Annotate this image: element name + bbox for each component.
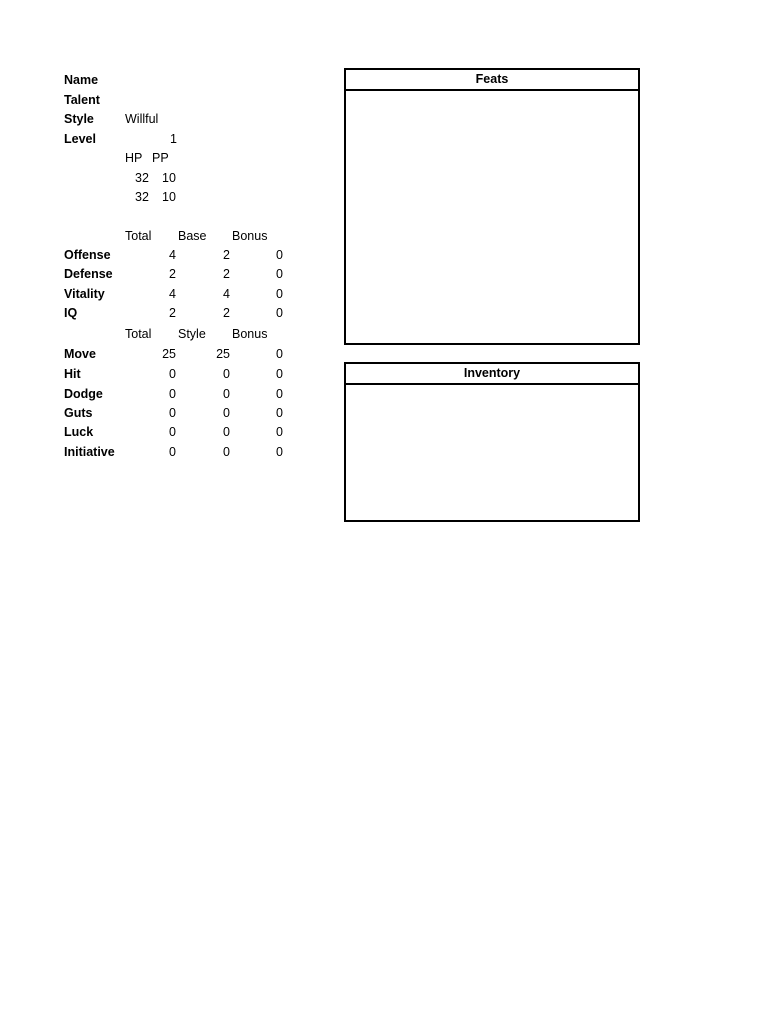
- derived-label-initiative: Initiative: [64, 445, 115, 459]
- derived-header-total: Total: [125, 327, 152, 341]
- stats-header-bonus: Bonus: [232, 229, 268, 243]
- stat-label-vitality: Vitality: [64, 287, 105, 301]
- derived-bonus-move: 0: [276, 347, 283, 361]
- pp-label: PP: [152, 151, 169, 165]
- stat-base-offense: 2: [223, 248, 230, 262]
- derived-total-initiative: 0: [169, 445, 176, 459]
- level-label: Level: [64, 132, 96, 146]
- derived-style-move: 25: [216, 347, 230, 361]
- derived-style-luck: 0: [223, 425, 230, 439]
- stat-label-iq: IQ: [64, 306, 78, 320]
- derived-label-luck: Luck: [64, 425, 94, 439]
- stats-header-base: Base: [178, 229, 207, 243]
- feats-title: Feats: [346, 70, 638, 91]
- feats-box: [344, 68, 640, 345]
- derived-style-hit: 0: [223, 367, 230, 381]
- stat-label-defense: Defense: [64, 267, 113, 281]
- derived-header-style: Style: [178, 327, 206, 341]
- stat-bonus-vitality: 0: [276, 287, 283, 301]
- inventory-box: [344, 362, 640, 522]
- pp-current: 10: [162, 171, 176, 185]
- derived-label-move: Move: [64, 347, 96, 361]
- stat-label-offense: Offense: [64, 248, 111, 262]
- inventory-title: Inventory: [346, 364, 638, 385]
- derived-label-dodge: Dodge: [64, 387, 103, 401]
- stat-total-iq: 2: [169, 306, 176, 320]
- hp-current: 32: [135, 171, 149, 185]
- stat-bonus-offense: 0: [276, 248, 283, 262]
- stat-total-vitality: 4: [169, 287, 176, 301]
- derived-style-dodge: 0: [223, 387, 230, 401]
- name-label: Name: [64, 73, 99, 87]
- derived-bonus-luck: 0: [276, 425, 283, 439]
- derived-style-guts: 0: [223, 406, 230, 420]
- derived-total-dodge: 0: [169, 387, 176, 401]
- stat-total-offense: 4: [169, 248, 176, 262]
- derived-bonus-hit: 0: [276, 367, 283, 381]
- derived-label-hit: Hit: [64, 367, 81, 381]
- derived-total-move: 25: [162, 347, 176, 361]
- derived-label-guts: Guts: [64, 406, 93, 420]
- derived-style-initiative: 0: [223, 445, 230, 459]
- style-label: Style: [64, 112, 94, 126]
- stats-header-total: Total: [125, 229, 152, 243]
- stat-base-vitality: 4: [223, 287, 230, 301]
- hp-max: 32: [135, 190, 149, 204]
- derived-header-bonus: Bonus: [232, 327, 268, 341]
- stat-total-defense: 2: [169, 267, 176, 281]
- pp-max: 10: [162, 190, 176, 204]
- feats-content[interactable]: [346, 91, 638, 343]
- stat-base-iq: 2: [223, 306, 230, 320]
- derived-total-guts: 0: [169, 406, 176, 420]
- level-value: 1: [170, 132, 177, 146]
- talent-label: Talent: [64, 93, 100, 107]
- derived-bonus-dodge: 0: [276, 387, 283, 401]
- derived-total-hit: 0: [169, 367, 176, 381]
- stat-bonus-iq: 0: [276, 306, 283, 320]
- stat-base-defense: 2: [223, 267, 230, 281]
- derived-bonus-guts: 0: [276, 406, 283, 420]
- hp-label: HP: [125, 151, 143, 165]
- stat-bonus-defense: 0: [276, 267, 283, 281]
- derived-total-luck: 0: [169, 425, 176, 439]
- style-value: Willful: [125, 112, 159, 126]
- derived-bonus-initiative: 0: [276, 445, 283, 459]
- inventory-content[interactable]: [346, 385, 638, 520]
